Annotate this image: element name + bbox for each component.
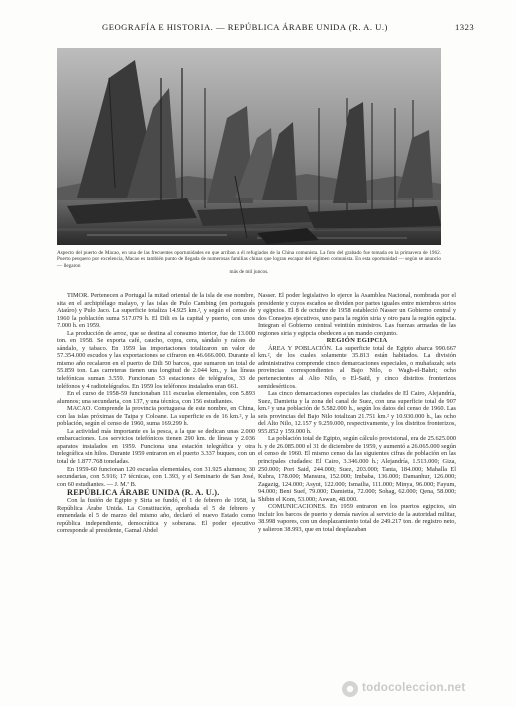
paragraph: Las cinco demarcaciones especiales las ciudades de El Cairo, Alejandría, Suez, Damietta y la zona del canal de Suez, con una superficie total de 907 km.² y una población de 5.582.000 h., según los datos del censo de 1960. Las seis provincias del Bajo Nilo totalizan 21.751 km.² y 10.930.000 h., las ocho del Alto Nilo, 12.157 y 9.259.000, respectivamente, y los distritos fronterizos, 955.852 y 159.000 h. — [258, 390, 456, 435]
section-heading: REPÚBLICA ÁRABE UNIDA (R. A. U.). — [67, 488, 220, 498]
paragraph: Con la fusión de Egipto y Siria se fundó, el 1 de febrero de 1958, la República Árabe Unida. La Constitución, aprobada el 5 de febrero y enmendada el 5 de marzo del mismo año, declaró el nuevo Estado como república independiente, democrática y soberana. El poder ejecutivo corresponde al presidente, Gamal Abdel — [57, 497, 255, 535]
page-number: 1323 — [455, 22, 475, 32]
paragraph: En 1959-60 funcionan 120 escuelas elementales, con 31.925 alumnos; 30 secundarias, con 5.916; 17 técnicas, con 1.393, y el Seminario de San José, con 60 estudiantes. — J. M.ª B. — [57, 465, 255, 488]
todocoleccion-logo-icon — [340, 679, 360, 699]
paragraph: La población total de Egipto, según cálculo provisional, era de 25.625.000 h. y de 26.085.000 el 31 de diciembre de 1959, y aumentó a 26.065.000 según el censo de 1960. El mismo censo da las siguientes cifras de población en las principales ciudades: El Cairo, 3.346.000 h.; Alejandría, 1.513.000; Giza, 250.000; Port Said, 244.000; Suez, 203.000; Tanta, 184.000; Mahalla El Kubra, 178.000; Mansura, 152.000; Imbaba, 136.000; Damanhur, 126.000; Zagazig, 124.000; Asyut, 122.000; Ismailia, 111.000; Minya, 96.000; Fayum, 94.000; Beni Suef, 79.000; Damietta, 72.000; Sohag, 62.000; Qena, 58.000; Shibin el Kom, 53.000; Aswan, 48.000. — [258, 435, 456, 503]
paragraph: Nasser. El poder legislativo lo ejerce la Asamblea Nacional, nombrada por el presidente y cuyos escaños se dividen por partes iguales entre miembros sirios y egipcios. El 8 de octubre de 1958 estableció Nasser un Gobierno central y dos Consejos ejecutivos, uno para la región siria y otro para la región egipcia. Integran el Gobierno central veintiún ministros. Las fuerzas armadas de las regiones siria y egipcia obedecen a un mando conjunto. — [258, 292, 456, 337]
watermark-logo — [340, 679, 510, 699]
photo-caption-text: Aspecto del puerto de Macao, en una de las frecuentes oportunidades en que arriban a él refugiados de la China comunista. La foto del grabado fue tomada en la primavera de 1962. Puerto pesquero por excelencia, Macao es también punto de llegada de numerosas familias chinas que logran escapar del régimen comunista. En esta oportunidad — según se anuncio — llegaron — [57, 250, 441, 269]
left-column — [57, 292, 255, 535]
harbor-photo-drawing — [57, 48, 441, 245]
paragraph: TIMOR. Pertenecen a Portugal la mitad oriental de la isla de ese nombre, sita en el archipiélago malayo, y las islas de Pulo Cambing (en portugués Ataúro) y Pulo Jaco. La superficie totaliza 14.925 km.², y según el censo de 1960 la población suma 517.079 h. El Dili es la capital y puerto, con unos 7.000 h. en 1959. — [57, 292, 255, 330]
harbor-photo — [57, 48, 441, 245]
paragraph: La producción de arroz, que se destina al consumo interior, fue de 13.000 ton. en 1958. Se exporta café, caucho, copra, cera, sándalo y raíces de sándalo, y tabaco. En 1959 las importaciones totalizaron un valor de 57.354.000 escudos y las exportaciones se cifraron en 46.666.000. Durante el mismo año recalaron en el puerto de Dili 50 barcos, que sumaron un total de 55.859 ton. Las carreteras tienen una longitud de 2.044 km., y las líneas telefónicas suman 3.559. Funcionan 53 estaciones de telégrafos, 33 de teléfonos y 4 radiotelégrafos. En 1959 los teléfonos instalados eran 661. — [57, 329, 255, 390]
paragraph: MACAO. Comprende la provincia portuguesa de este nombre, en China, con las islas próximas de Taipa y Coloane. La superficie es de 16 km.², y la población, según el censo de 1960, suma 169.299 h. — [57, 405, 255, 428]
paragraph: En el curso de 1958-59 funcionaban 111 escuelas elementales, con 5.893 alumnos; una secundaria, con 137, y una técnica, con 156 estudiantes. — [57, 390, 255, 405]
paragraph: La actividad más importante es la pesca, a la que se dedican unas 2.000 embarcaciones. Los servicios telefónicos tienen 290 km. de líneas y 2.036 aparatos instalados en 1959. Funciona una estación telegráfica y otra telegráfica sin hilos. Durante 1959 entraron en el puerto 3.337 buques, con un total de 1.877.768 toneladas. — [57, 427, 255, 466]
paragraph: COMUNICACIONES. En 1959 entraron en los puertos egipcios, sin incluir los barcos de puerto y demás navíos al servicio de la autoridad militar, 38.998 vapores, con un desplazamiento total de 249.217 ton. de registro neto, y salieron 38.993, que en total desplazaban — [258, 503, 456, 533]
watermark-text: todocoleccion.net — [362, 682, 466, 694]
photo-caption-end: más de mil juncos. — [229, 268, 269, 275]
right-column — [258, 292, 456, 534]
paragraph: ÁREA Y POBLACIÓN. La superficie total de Egipto abarca 990.667 km.², de los cuales solamente 35.813 están habitados. La división administrativa comprende cinco demarcaciones especiales, o muhafazah; seis provincias correspondientes al Bajo Nilo, o Wagh-el-Bahri; ocho pertenecientes al Alto Nilo, o El-Saïd, y cinco distritos fronterizos semidesérticos. — [258, 344, 456, 390]
subsection-heading: REGIÓN EGIPCIA — [326, 337, 388, 345]
running-header-title: GEOGRAFÍA E HISTORIA. — REPÚBLICA ÁRABE UNIDA (R. A. U.) — [102, 22, 388, 32]
photo-caption — [57, 250, 441, 275]
